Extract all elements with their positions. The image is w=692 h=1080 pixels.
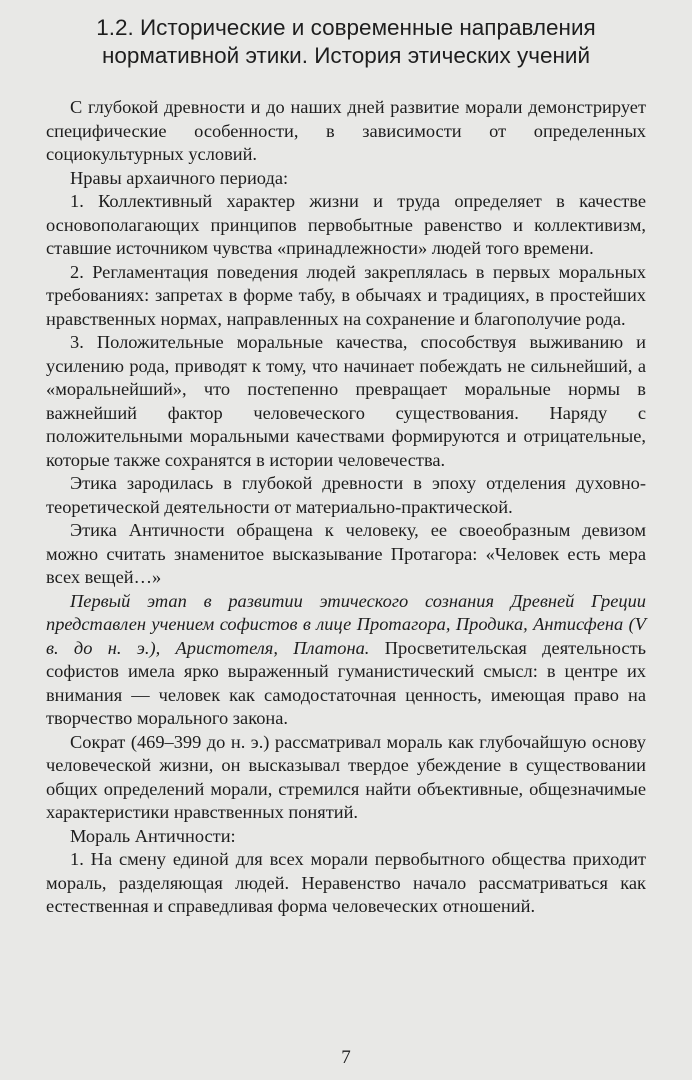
paragraph: 3. Положительные моральные качества, способствуя выживанию и усилению рода, приводят к тому, что начинает побеждать не сильнейший, а «моральнейший», что постепенно превращает моральные нормы в важнейший фактор человеческого существования. Наряду с положительными моральными качествами формируются и отрицательные, которые также сохранятся в истории человечества.	[46, 332, 646, 470]
section-heading-line-2: нормативной этики. История этических учений	[101, 43, 591, 68]
paragraph: Этика зародилась в глубокой древности в эпоху отделения духовно-теоретической деятельности от материально-практической.	[46, 473, 646, 517]
paragraph: Этика Античности обращена к человеку, ее своеобразным девизом можно считать знаменитое высказывание Протагора: «Человек есть мера всех вещей…»	[46, 520, 646, 587]
paragraph: Мораль Античности:	[70, 825, 236, 846]
paragraph-continuation: Просветительская деятельность софистов имела ярко выраженный гуманистический смысл: в центре их внимания — человек как самодостаточная ценность, имеющая право на творчество морального закона.	[46, 637, 647, 728]
section-heading	[46, 14, 646, 70]
section-heading-line-1: 1.2. Исторические и современные направления	[96, 15, 596, 40]
paragraph: Сократ (469–399 до н. э.) рассматривал мораль как глубочайшую основу человеческой жизни, он высказывал твердое убеждение в существовании общих определений морали, стремился найти объективные, общезначимые характеристики нравственных понятий.	[46, 731, 646, 822]
paragraph: С глубокой древности и до наших дней развитие морали демонстрирует специфические особенности, в зависимости от определенных социокультурных условий.	[46, 97, 646, 164]
paragraph: 2. Регламентация поведения людей закреплялась в первых моральных требованиях: запретах в форме табу, в обычаях и традициях, в простейших нравственных нормах, направленных на сохранение и благополучие рода.	[46, 261, 646, 329]
page-number: 7	[341, 1047, 351, 1068]
paragraph: Нравы архаичного периода:	[70, 167, 289, 188]
paragraph	[46, 590, 646, 731]
paragraph: 1. Коллективный характер жизни и труда определяет в качестве основополагающих принципов первобытные равенство и коллективизм, ставшие источником чувства «принадлежности» людей того времени.	[46, 191, 646, 258]
body-text	[46, 96, 646, 919]
paragraph: 1. На смену единой для всех морали первобытного общества приходит мораль, разделяющая людей. Неравенство начало рассматриваться как естественная и справедливая форма человеческих отношений.	[46, 849, 646, 916]
italic-phrase: Первый этап в развитии этического сознания Древней Греции представлен учением софистов в лице Протагора, Продика, Антисфена (V в. до н. э.), Аристотеля, Платона.	[46, 590, 646, 658]
